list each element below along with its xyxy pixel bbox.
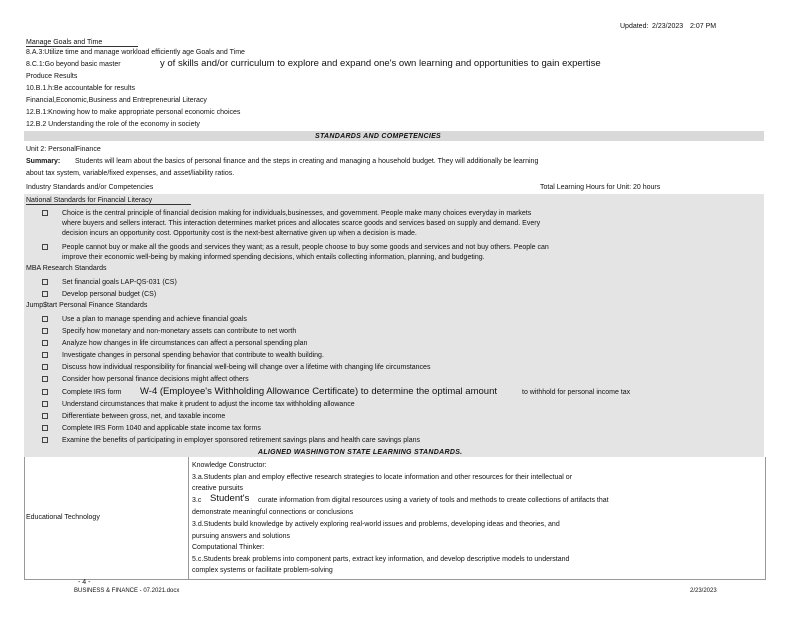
bullet-icon xyxy=(42,389,48,395)
top-line-2: 8.A.3:Utilize time and manage workload efficiently age Goals and Time xyxy=(26,49,245,56)
bullet-icon xyxy=(42,340,48,346)
national-bullet-2-line-2: improve their economic well-being by making informed spending decisions, which entails collecting information, planning, and budgeting. xyxy=(62,254,485,261)
standards-header: STANDARDS AND COMPETENCIES xyxy=(315,133,442,140)
edtech-line-3: creative pursuits xyxy=(192,485,243,492)
footer-page: - 4 - xyxy=(78,579,91,586)
top-line-5: 10.B.1.h:Be accountable for results xyxy=(26,85,135,92)
national-bullet-1-line-3: decision incurs an opportunity cost. Opportunity cost is the next-best alternative given up when a decision is made. xyxy=(62,230,417,237)
top-line-1: Manage Goals and Time xyxy=(26,39,103,46)
summary-label: Summary: xyxy=(26,158,61,165)
national-bullet-1-line-1: Choice is the central principle of financial decision making for individuals,businesses, and government. People make many choices everyday in markets xyxy=(62,210,532,217)
updated-date: 2/23/2023 xyxy=(652,23,684,30)
unit-title: Unit 2: PersonalFinance xyxy=(26,146,101,153)
jump-header: Jump$tart Personal Finance Standards xyxy=(26,302,148,309)
summary-text-2: about tax system, variable/fixed expenses, and asset/liability ratios. xyxy=(26,170,235,177)
edtech-3c-rest: curate information from digital resources using a variety of tools and methods to create collections of artifacts that xyxy=(258,497,609,504)
edtech-line-1: Knowledge Constructor: xyxy=(192,462,267,469)
jump-bullet-7-tail: to withhold for personal income tax xyxy=(522,389,631,396)
bullet-icon xyxy=(42,364,48,370)
edtech-label: Educational Technology xyxy=(26,514,100,521)
updated-label: Updated: xyxy=(620,23,649,30)
bullet-icon xyxy=(42,279,48,285)
jump-bullet-1: Use a plan to manage spending and achieve financial goals xyxy=(62,316,247,323)
bullet-icon xyxy=(42,210,48,216)
aligned-header: ALIGNED WASHINGTON STATE LEARNING STANDARDS. xyxy=(258,449,463,456)
bullet-icon xyxy=(42,244,48,250)
edtech-3c-prefix: 3.c xyxy=(192,497,202,504)
edtech-line-5: 3.d.Students build knowledge by actively exploring real-world issues and problems, developing ideas and theories, and xyxy=(192,521,560,528)
footer-date: 2/23/2023 xyxy=(690,588,717,594)
bullet-icon xyxy=(42,316,48,322)
bullet-icon xyxy=(42,425,48,431)
jump-bullet-4: Investigate changes in personal spending behavior that contribute to wealth building. xyxy=(62,352,324,359)
edtech-line-8: 5.c.Students break problems into component parts, extract key information, and develop descriptive models to understand xyxy=(192,556,570,563)
mba-bullet-2: Develop personal budget (CS) xyxy=(62,291,157,298)
edtech-line-2: 3.a.Students plan and employ effective research strategies to locate information and other resources for their intellectual or xyxy=(192,474,573,481)
bullet-icon xyxy=(42,401,48,407)
jump-bullet-11: Examine the benefits of participating in employer sponsored retirement savings plans and health care savings plans xyxy=(62,437,420,444)
jump-bullet-10: Complete IRS Form 1040 and applicable state income tax forms xyxy=(62,425,261,432)
footer-doc: BUSINESS & FINANCE - 07.2021.docx xyxy=(74,588,180,594)
top-line-7: 12.B.1:Knowing how to make appropriate personal economic choices xyxy=(26,109,241,116)
national-bullet-2-line-1: People cannot buy or make all the goods and services they want; as a result, people choose to buy some goods and services and not buy others. People can xyxy=(62,244,549,251)
top-line-4: Produce Results xyxy=(26,73,78,80)
updated-time: 2:07 PM xyxy=(690,23,717,30)
jump-bullet-7-big: W-4 (Employee's Withholding Allowance Certificate) to determine the optimal amount xyxy=(140,386,497,397)
jump-bullet-7: Complete IRS form xyxy=(62,389,122,396)
bullet-icon xyxy=(42,376,48,382)
bullet-icon xyxy=(42,437,48,443)
edtech-line-9: complex systems or facilitate problem-solving xyxy=(192,567,333,574)
national-bullet-1-line-2: where buyers and sellers interact. This interaction determines market prices and allocates scarce goods and services based on supply and demand. Every xyxy=(62,220,541,227)
jump-bullet-9: Differentiate between gross, net, and taxable income xyxy=(62,413,226,420)
top-line-8: 12.B.2 Understanding the role of the economy in society xyxy=(26,121,200,128)
jump-bullet-5: Discuss how individual responsibility for financial well-being will change over a lifetime with changing life circumstances xyxy=(62,364,431,371)
mba-header: MBA Research Standards xyxy=(26,265,107,272)
industry-line: Industry Standards and/or Competencies xyxy=(26,184,154,191)
bullet-icon xyxy=(42,413,48,419)
summary-text: Students will learn about the basics of personal finance and the steps in creating and managing a household budget. They will additionally be learning xyxy=(75,158,539,165)
mba-bullet-1: Set financial goals LAP-QS-031 (CS) xyxy=(62,279,177,286)
edtech-3c-big: Student's xyxy=(210,493,250,504)
total-hours: Total Learning Hours for Unit: 20 hours xyxy=(540,184,661,191)
jump-bullet-6: Consider how personal finance decisions might affect others xyxy=(62,376,249,383)
bullet-icon xyxy=(42,352,48,358)
bullet-icon xyxy=(42,328,48,334)
jump-bullet-2: Specify how monetary and non-monetary assets can contribute to net worth xyxy=(62,328,297,335)
bullet-icon xyxy=(42,291,48,297)
top-line-3: 8.C.1:Go beyond basic master xyxy=(26,61,121,68)
jump-bullet-3: Analyze how changes in life circumstances can affect a personal spending plan xyxy=(62,340,308,347)
top-line-6: Financial,Economic,Business and Entrepreneurial Literacy xyxy=(26,97,207,104)
top-line-3-big: y of skills and/or curriculum to explore and expand one's own learning and opportunities to gain expertise xyxy=(160,58,601,69)
edtech-line-7: Computational Thinker: xyxy=(192,544,265,551)
edtech-line-6: pursuing answers and solutions xyxy=(192,533,291,540)
edtech-line-4: demonstrate meaningful connections or conclusions xyxy=(192,509,354,516)
national-header: National Standards for Financial Literacy xyxy=(26,197,153,204)
jump-bullet-8: Understand circumstances that make it prudent to adjust the income tax withholding allowance xyxy=(62,401,355,408)
